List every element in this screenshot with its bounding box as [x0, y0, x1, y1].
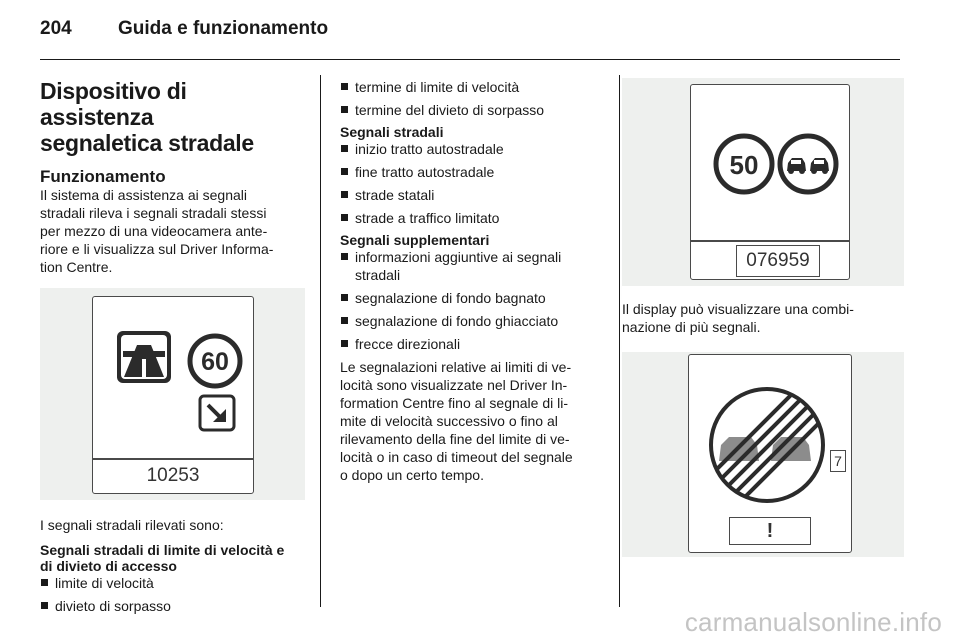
- list-item: inizio tratto autostradale: [340, 140, 608, 158]
- no-overtaking-icon: [777, 133, 839, 195]
- watermark: carmanualsonline.info: [684, 607, 942, 637]
- speed-signs-list-cont: [340, 78, 608, 119]
- list-item: termine del divieto di sorpasso: [340, 101, 608, 119]
- section-title: [40, 78, 305, 156]
- list-item: segnalazione di fondo bagnato: [340, 289, 608, 307]
- sign-code: 10253: [146, 465, 200, 486]
- display-panel: [690, 84, 850, 280]
- subsection-title: Funzionamento: [40, 167, 166, 186]
- list-item: divieto di sorpasso: [40, 597, 305, 615]
- column-divider-2: [619, 75, 620, 607]
- side-plate: 7: [830, 450, 846, 472]
- section-title-line-1: Dispositivo di assistenza: [40, 78, 187, 130]
- detected-signs-text: I segnali stradali rilevati sono:: [40, 517, 224, 533]
- intro-paragraph: Il sistema di assistenza ai segnali stradali rileva i segnali stradali stessi per mezzo di una videocamera ante- riore e li visualizza sul Driver Informa- tion Centre.: [40, 187, 274, 275]
- column-divider-1: [320, 75, 321, 607]
- list-item: fine tratto autostradale: [340, 163, 608, 181]
- list-item: strade statali: [340, 186, 608, 204]
- road-signs-list: [340, 140, 608, 227]
- list-item: termine di limite di velocità: [340, 78, 608, 96]
- supplementary-signs-heading: Segnali supplementari: [340, 232, 490, 248]
- speed-signs-heading: Segnali stradali di limite di velocità e di divieto di accesso: [40, 542, 285, 574]
- speed-value: 60: [201, 348, 229, 376]
- panel-divider: [93, 458, 253, 460]
- sign-code: 076959: [736, 245, 820, 277]
- figure-end-no-overtaking: [622, 352, 904, 557]
- speed-limit-icon: [713, 133, 775, 195]
- end-no-overtaking-icon: [701, 379, 833, 511]
- list-item: frecce direzionali: [340, 335, 608, 353]
- chapter-title: Guida e funzionamento: [118, 18, 329, 39]
- column-1: [40, 78, 305, 620]
- list-item: strade a traffico limitato: [340, 209, 608, 227]
- column-2: [340, 78, 608, 484]
- panel-divider: [691, 240, 849, 242]
- figure-motorway-speed-60: [40, 288, 305, 500]
- road-signs-heading: Segnali stradali: [340, 124, 444, 140]
- speed-value: 50: [729, 150, 759, 180]
- figure-speed-50-no-overtaking: [622, 78, 904, 286]
- display-panel: [688, 354, 852, 553]
- speed-signs-list: [40, 574, 305, 615]
- list-item: informazioni aggiuntive ai segnali stradali: [340, 248, 608, 284]
- direction-arrow-icon: [197, 393, 237, 433]
- display-panel: [92, 296, 254, 494]
- list-item: limite di velocità: [40, 574, 305, 592]
- display-text: Il display può visualizzare una combi- nazione di più segnali.: [622, 301, 854, 335]
- page-header: [40, 18, 328, 40]
- page-number: 204: [40, 18, 72, 39]
- header-rule: [40, 59, 900, 60]
- column-3: [622, 78, 904, 557]
- warning-plate: !: [729, 517, 811, 545]
- speed-limit-icon: [187, 333, 243, 389]
- supplementary-signs-list: [340, 248, 608, 353]
- section-title-line-2: segnaletica stradale: [40, 130, 254, 156]
- list-item: segnalazione di fondo ghiacciato: [340, 312, 608, 330]
- speed-limit-paragraph: Le segnalazioni relative ai limiti di ve- locità sono visualizzate nel Driver In- formation Centre fino al segnale di li- mite di velocità successivo o fino al rilevamento della fine del limite di ve- locità o in caso di timeout del segnale o dopo un certo tempo.: [340, 359, 573, 483]
